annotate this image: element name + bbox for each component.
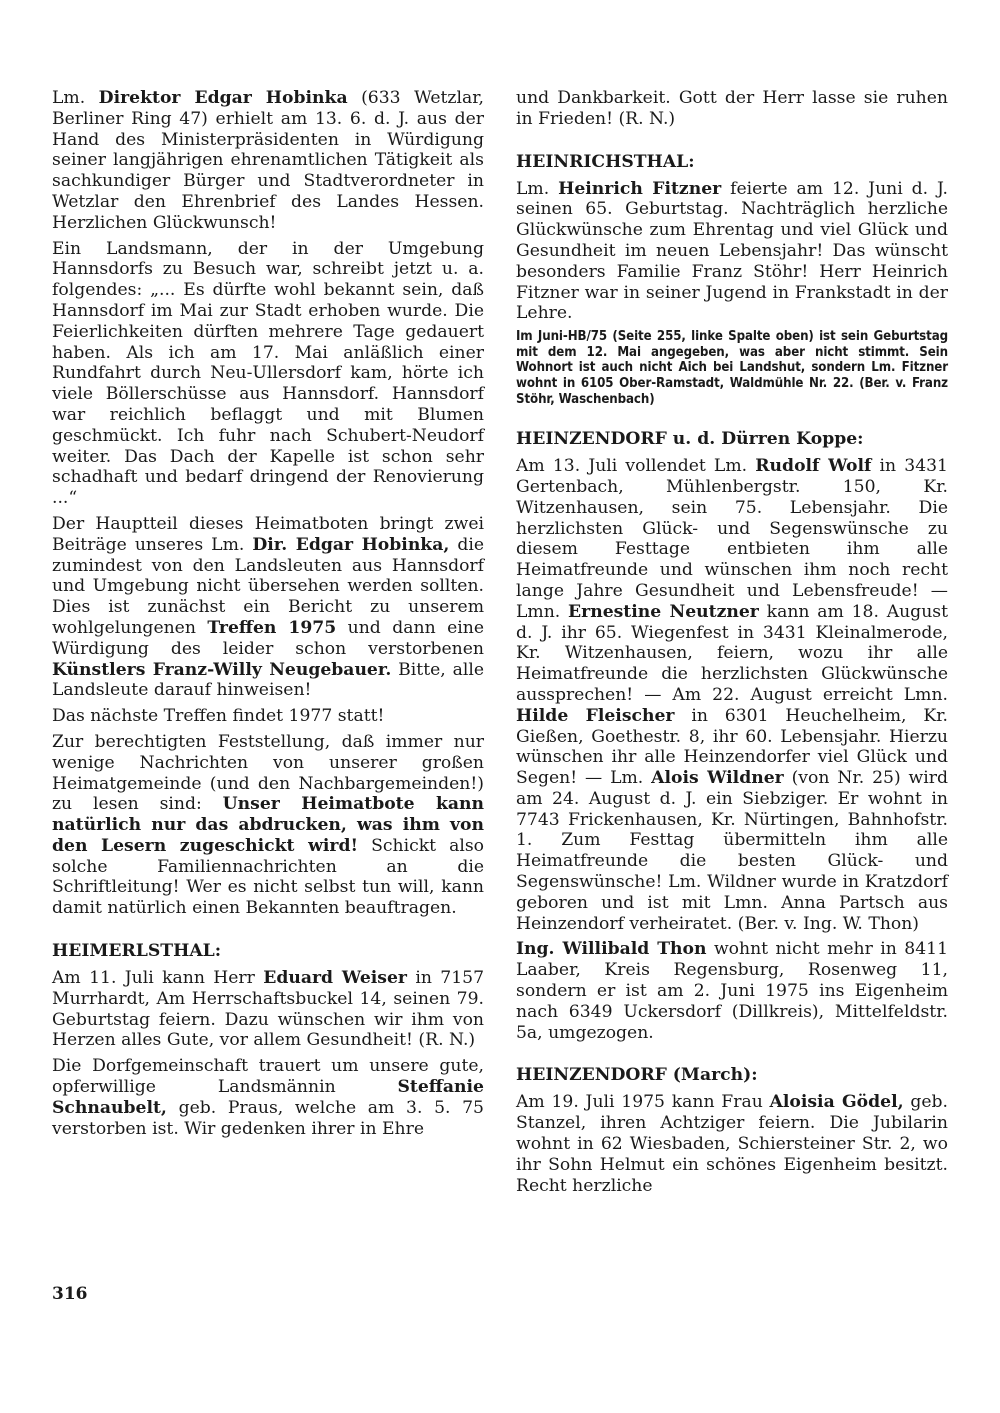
name-alois-wildner: Alois Wildner [651,768,784,789]
paragraph-main-contents: Der Hauptteil dieses Heimatboten bringt zwei Beiträge unseres Lm. Dir. Edgar Hobinka, die zumindest von den Landsleuten aus Hannsdorf und Umgebung nicht übersehen werden sollten. Dies ist zunächst ein Bericht zu unserem wohlgelungenen Treffen 1975 und dann eine Würdigung des leider schon verstorbenen Künstlers Franz-Willy Neugebauer. Bitte, alle Landsleute darauf hinweisen! [52,513,485,701]
paragraph-next-meeting: Das nächste Treffen findet 1977 statt! [52,706,385,727]
emphasis-heimatbote-note: Unser Heimatbote kann natürlich nur das abdrucken, was ihm von den Lesern zugeschickt wird! [52,794,484,856]
page-number: 316 [52,1284,88,1304]
paragraph-hobinka-honor: Lm. Direktor Edgar Hobinka (633 Wetzlar, Berliner Ring 47) erhielt am 13. 6. d. J. aus der Hand des Ministerpräsidenten in Würdigung seiner langjährigen ehrenamtlichen Tätigkeit als sachkundiger Bürger und Stadtverordneter in Wetzlar den Ehrenbrief des Landes Hessen. Herzlichen Glückwunsch! [52,88,485,233]
paragraph-obituary-continued: und Dankbarkeit. Gott der Herr lasse sie ruhen in Frieden! (R. N.) [516,88,948,129]
paragraph-heinzendorf-birthdays: Am 13. Juli vollendet Lm. Rudolf Wolf in 3431 Gertenbach, Mühlenbergstr. 150, Kr. Witzenhausen, sein 75. Lebensjahr. Die herzlichsten Glück- und Segenswünsche zu diesem Festtage entbieten ihm alle Heimatfreunde und wünschen ihm noch recht lange Jahre Gesundheit und Lebensfreude! — Lmn. Ernestine Neutzner kann am 18. August d. J. ihr 65. Wiegenfest in 3431 Kleinalmerode, Kr. Witzenhausen, feiern, wozu ihr alle Heimatfreunde die herzlichsten Glückwünsche aussprechen! — Am 22. August erreicht Lmn. Hilde Fleischer in 6301 Heuchelheim, Kr. Gießen, Goethestr. 8, ihr 60. Lebensjahr. Hierzu wünschen ihr alle Heinzendorfer viel Glück und Segen! — Lm. Alois Wildner (von Nr. 25) wird am 24. August d. J. ein Siebziger. Er wohnt in 7743 Frickenhausen, Kr. Nürtingen, Bahnhofstr. 1. Zum Festtag übermitteln ihm alle Heimatfreunde die besten Glück- und Segenswünsche! Lm. Wildner wurde in Kratzdorf geboren und ist mit Lmn. Anna Partsch aus Heinzendorf verheiratet. (Ber. v. Ing. W. Thon) [516,456,948,934]
name-eduard-weiser: Eduard Weiser [263,968,407,989]
right-column [516,88,948,1201]
paragraph-heinrich-fitzner: Lm. Heinrich Fitzner feierte am 12. Juni d. J. seinen 65. Geburtstag. Nachträglich herzliche Glückwünsche zum Ehrentag und viel Glück und Gesundheit im neuen Lebensjahr! Das wünscht besonders Familie Franz Stöhr! Herr Heinrich Fitzner war in seiner Jugend in Frankstadt in der Lehre. [516,178,949,324]
name-franz-willy-neugebauer: Künstlers Franz-Willy Neugebauer. [52,659,392,680]
paragraph-hannsdorf-visit: Ein Landsmann, der in der Umgebung Hannsdorfs zu Besuch war, schreibt jetzt u. a. folgendes: „... Es dürfte wohl bekannt sein, daß Hannsdorf im Mai zur Stadt erhoben wurde. Die Feierlichkeiten dürften mehrere Tage gedauert haben. Als ich am 17. Mai anläßlich einer Rundfahrt durch Neu-Ullersdorf kam, hörte ich viele Böllerschüsse aus Hannsdorf. Hannsdorf war reichlich beflaggt und mit Blumen geschmückt. Ich fuhr nach Schubert-Neudorf weiter. Das Dach der Kapelle ist schon sehr schadhaft und bedarf dringend der Renovierung ...“ [52,238,484,509]
name-rudolf-wolf: Rudolf Wolf [755,456,872,477]
paragraph-steffanie-schnaubelt: Die Dorfgemeinschaft trauert um unsere gute, opferwillige Landsmännin Steffanie Schnaubelt, geb. Praus, welche am 3. 5. 75 verstorben ist. Wir gedenken ihrer in Ehre [52,1056,484,1139]
section-heading-heinrichsthal: HEINRICHSTHAL: [516,151,695,172]
name-heinrich-fitzner: Heinrich Fitzner [558,178,722,199]
paragraph-news-request: Zur berechtigten Feststellung, daß immer nur wenige Nachrichten von unserer großen Heimatgemeinde (und den Nachbargemeinden!) zu lesen sind: Unser Heimatbote kann natürlich nur das abdrucken, was ihm von den Lesern zugeschickt wird! Schickt also solche Familiennachrichten an die Schriftleitung! Wer es nicht selbst tun will, kann damit natürlich einen Bekannten beauftragen. [52,731,484,919]
name-ernestine-neutzner: Ernestine Neutzner [568,601,759,622]
name-steffanie-schnaubelt: Steffanie Schnaubelt, [52,1077,484,1118]
section-heading-heimerlsthal: HEIMERLSTHAL: [52,941,222,962]
paragraph-aloisia-goedel: Am 19. Juli 1975 kann Frau Aloisia Gödel, geb. Stanzel, ihren Achtziger feiern. Die Jubilarin wohnt in 62 Wiesbaden, Schiersteiner Str. 2, wo ihr Sohn Helmut ein schönes Eigenheim besitzt. Recht herzliche [516,1092,949,1196]
paragraph-willibald-thon: Ing. Willibald Thon wohnt nicht mehr in 8411 Laaber, Kreis Regensburg, Rosenweg 11, sondern er ist am 2. Juni 1975 ins Eigenheim nach 6349 Uckersdorf (Dillkreis), Mittelfeldstr. 5a, umgezogen. [516,939,949,1043]
label-treffen-1975: Treffen 1975 [207,617,337,638]
name-willibald-thon: Ing. Willibald Thon [516,939,707,960]
name-hilde-fleischer: Hilde Fleischer [516,705,675,726]
name-edgar-hobinka: Direktor Edgar Hobinka [98,88,348,108]
name-dir-edgar-hobinka: Dir. Edgar Hobinka, [252,534,450,555]
left-column [52,88,484,1144]
section-heading-heinzendorf-march: HEINZENDORF (March): [516,1065,758,1086]
section-heading-heinzendorf-duerren-koppe: HEINZENDORF u. d. Dürren Koppe: [516,429,864,450]
paragraph-correction-note: Im Juni-HB/75 (Seite 255, linke Spalte oben) ist sein Geburtstag mit dem 12. Mai angegeben, was aber nicht stimmt. Sein Wohnort ist auch nicht Aich bei Landshut, sondern Lm. Fitzner wohnt in 6105 Ober-Ramstadt, Waldmühle Nr. 22. (Ber. v. Franz Stöhr, Waschenbach) [516,329,948,407]
name-aloisia-goedel: Aloisia Gödel, [769,1092,904,1113]
paragraph-eduard-weiser: Am 11. Juli kann Herr Eduard Weiser in 7157 Murrhardt, Am Herrschaftsbuckel 14, seinen 79. Geburtstag feiern. Dazu wünschen wir ihm von Herzen alles Gute, vor allem Gesundheit! (R. N.) [52,968,485,1051]
